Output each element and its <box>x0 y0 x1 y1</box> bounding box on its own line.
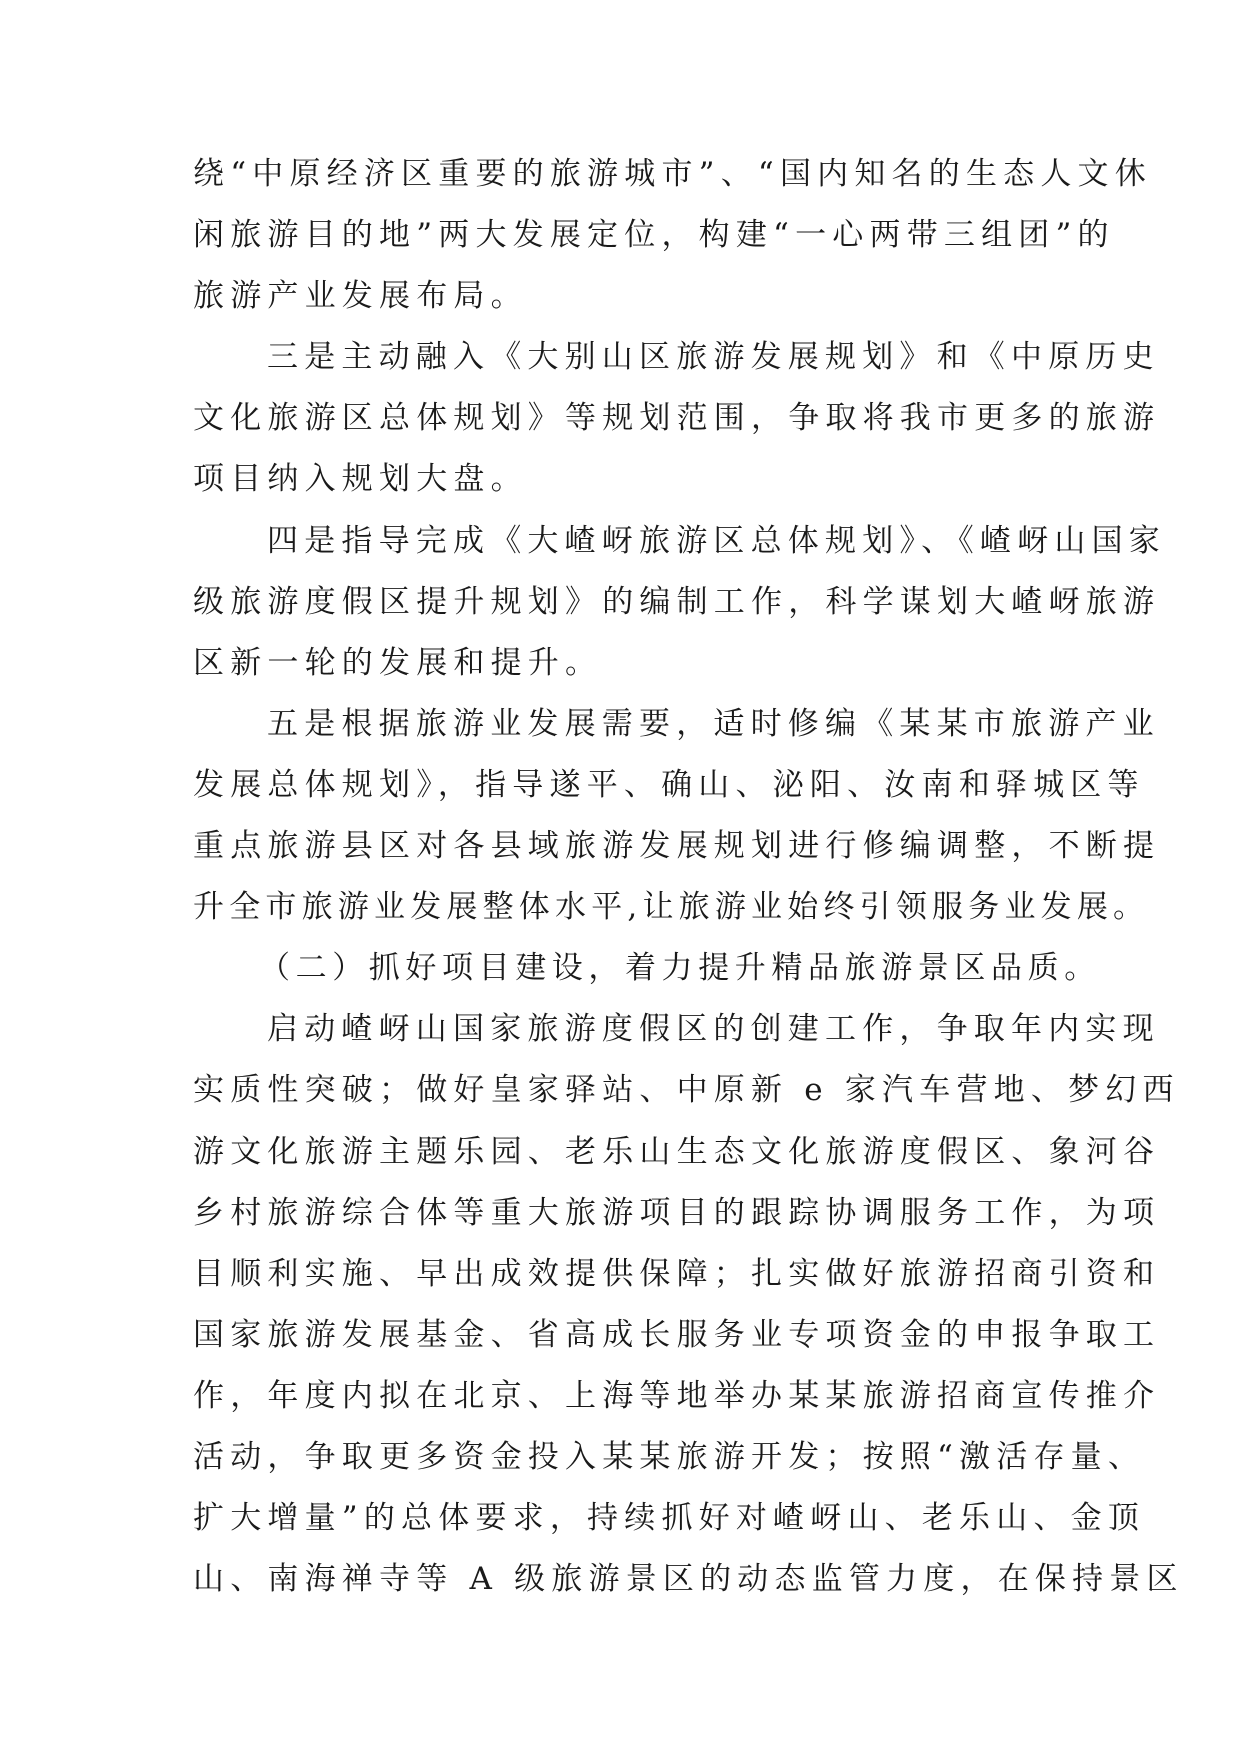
text-line: 区新一轮的发展和提升。 <box>193 644 603 681</box>
text-line: 活动，争取更多资金投入某某旅游开发；按照“激活存量、 <box>193 1438 1146 1475</box>
text-line: 绕“中原经济区重要的旅游城市”、“国内知名的生态人文休 <box>193 156 1152 192</box>
text-line: 升全市旅游业发展整体水平,让旅游业始终引领服务业发展。 <box>193 889 1150 926</box>
text-line: 项目纳入规划大盘。 <box>193 461 528 498</box>
paragraph-start-line: 四是指导完成《大嵖岈旅游区总体规划》、《嵖岈山国家 <box>267 522 1166 559</box>
text-line: 乡村旅游综合体等重大旅游项目的跟踪协调服务工作，为项 <box>193 1194 1161 1231</box>
text-line: 文化旅游区总体规划》等规划范围，争取将我市更多的旅游 <box>193 400 1161 437</box>
text-line: 国家旅游发展基金、省高成长服务业专项资金的申报争取工 <box>193 1316 1161 1353</box>
text-line: 发展总体规划》，指导遂平、确山、泌阳、汝南和驿城区等 <box>193 766 1145 803</box>
text-line: 闲旅游目的地”两大发展定位，构建“一心两带三组团”的 <box>193 217 1115 254</box>
text-line: 实质性突破；做好皇家驿站、中原新 e 家汽车营地、梦幻西 <box>193 1072 1180 1109</box>
text-line: 级旅游度假区提升规划》的编制工作，科学谋划大嵖岈旅游 <box>193 583 1161 620</box>
text-line: 重点旅游县区对各县域旅游发展规划进行修编调整，不断提 <box>193 828 1161 865</box>
text-line: 旅游产业发展布局。 <box>193 278 528 315</box>
paragraph-start-line: 五是根据旅游业发展需要，适时修编《某某市旅游产业 <box>267 705 1160 742</box>
text-line: 作，年度内拟在北京、上海等地举办某某旅游招商宣传推介 <box>193 1377 1161 1414</box>
text-line: 山、南海禅寺等 A 级旅游景区的动态监管力度，在保持景区 <box>193 1561 1184 1598</box>
text-line: 目顺利实施、早出成效提供保障；扎实做好旅游招商引资和 <box>193 1255 1161 1292</box>
body-text <box>193 144 1184 1610</box>
paragraph-start-line: 启动嵖岈山国家旅游度假区的创建工作，争取年内实现 <box>267 1011 1160 1048</box>
text-line: 扩大增量”的总体要求，持续抓好对嵖岈山、老乐山、金顶 <box>193 1500 1146 1537</box>
text-line: 游文化旅游主题乐园、老乐山生态文化旅游度假区、象河谷 <box>193 1133 1161 1170</box>
section-heading: （二）抓好项目建设，着力提升精品旅游景区品质。 <box>259 950 1101 987</box>
paragraph-start-line: 三是主动融入《大别山区旅游发展规划》和《中原历史 <box>267 339 1160 376</box>
